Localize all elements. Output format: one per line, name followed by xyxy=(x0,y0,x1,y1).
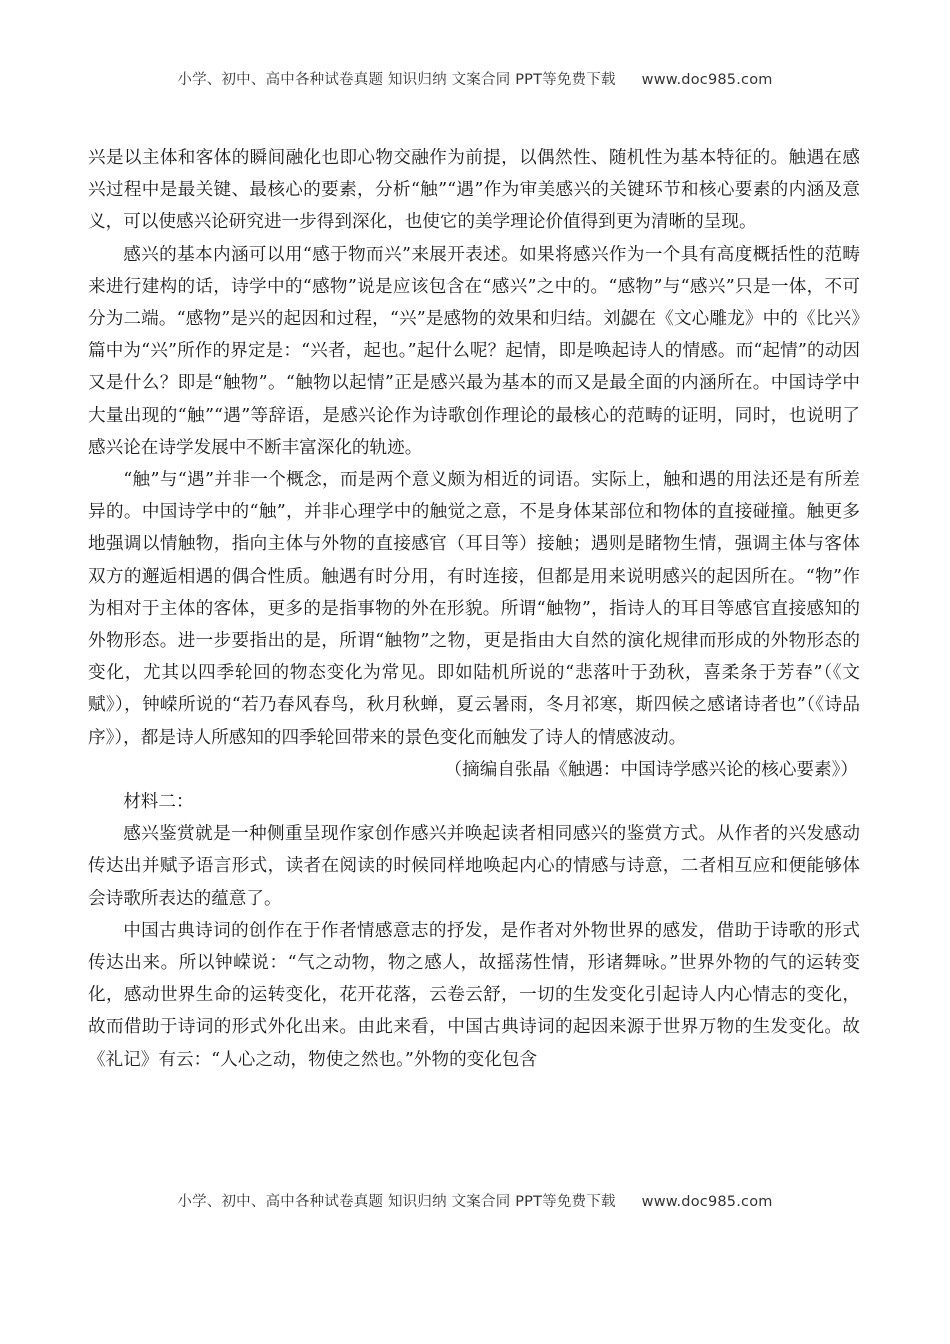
page-footer xyxy=(0,1190,950,1211)
source-citation: （摘编自张晶《触遇：中国诗学感兴论的核心要素》） xyxy=(444,759,858,780)
paragraph-5: 中国古典诗词的创作在于作者情感意志的抒发，是作者对外物世界的感发，借助于诗歌的形式传达出来。所以钟嵘说：“气之动物，物之感人，故摇荡性情，形诸舞咏。”世界外物的气的运转变化，感动世界生命的运转变化，花开花落，云卷云舒，一切的生发变化引起诗人内心情志的变化，故而借助于诗词的形式外化出来。由此来看，中国古典诗词的起因来源于世界万物的生发变化。故《礼记》有云：“人心之动，物使之然也。”外物的变化包含 xyxy=(88,920,860,1070)
footer-text: 小学、初中、高中各种试卷真题 知识归纳 文案合同 PPT等免费下载 xyxy=(177,1194,616,1210)
page-header xyxy=(0,68,950,89)
material-two-heading: 材料二： xyxy=(123,792,194,813)
article-body xyxy=(88,142,860,1076)
paragraph-4: 感兴鉴赏就是一种侧重呈现作家创作感兴并唤起读者相同感兴的鉴赏方式。从作者的兴发感动传达出并赋予语言形式，读者在阅读的时候同样地唤起内心的情感与诗意，二者相互应和便能够体会诗歌所表达的蕴意了。 xyxy=(88,824,860,909)
footer-url[interactable]: www.doc985.com xyxy=(641,1194,773,1210)
paragraph-1: 兴是以主体和客体的瞬间融化也即心物交融作为前提，以偶然性、随机性为基本特征的。触遇在感兴过程中是最关键、最核心的要素，分析“触”“遇”作为审美感兴的关键环节和核心要素的内涵及意义，可以使感兴论研究进一步得到深化，也使它的美学理论价值得到更为清晰的呈现。 xyxy=(88,148,860,233)
paragraph-3: “触”与“遇”并非一个概念，而是两个意义颇为相近的词语。实际上，触和遇的用法还是有所差异的。中国诗学中的“触”，并非心理学中的触觉之意，不是身体某部位和物体的直接碰撞。触更多地强调以情触物，指向主体与外物的直接感官（耳目等）接触；遇则是睹物生情，强调主体与客体双方的邂逅相遇的偶合性质。触遇有时分用，有时连接，但都是用来说明感兴的起因所在。“物”作为相对于主体的客体，更多的是指事物的外在形貌。所谓“触物”，指诗人的耳目等感官直接感知的外物形态。进一步要指出的是，所谓“触物”之物，更是指由大自然的演化规律而形成的外物形态的变化，尤其以四季轮回的物态变化为常见。即如陆机所说的“悲落叶于劲秋，喜柔条于芳春”（《文赋》），钟嵘所说的“若乃春风春鸟，秋月秋蝉，夏云暑雨，冬月祁寒，斯四候之感诸诗者也”（《诗品序》），都是诗人所感知的四季轮回带来的景色变化而触发了诗人的情感波动。 xyxy=(88,470,860,748)
paragraph-2: 感兴的基本内涵可以用“感于物而兴”来展开表述。如果将感兴作为一个具有高度概括性的范畴来进行建构的话，诗学中的“感物”说是应该包含在“感兴”之中的。“感物”与“感兴”只是一体，不可分为二端。“感物”是兴的起因和过程，“兴”是感物的效果和归结。刘勰在《文心雕龙》中的《比兴》篇中为“兴”所作的界定是：“兴者，起也。”起什么呢？起情，即是唤起诗人的情感。而“起情”的动因又是什么？即是“触物”。“触物以起情”正是感兴最为基本的而又是最全面的内涵所在。中国诗学中大量出现的“触”“遇”等辞语，是感兴论作为诗歌创作理论的最核心的范畴的证明，同时，也说明了感兴论在诗学发展中不断丰富深化的轨迹。 xyxy=(88,244,860,458)
header-text: 小学、初中、高中各种试卷真题 知识归纳 文案合同 PPT等免费下载 xyxy=(177,72,616,88)
header-url[interactable]: www.doc985.com xyxy=(641,72,773,88)
